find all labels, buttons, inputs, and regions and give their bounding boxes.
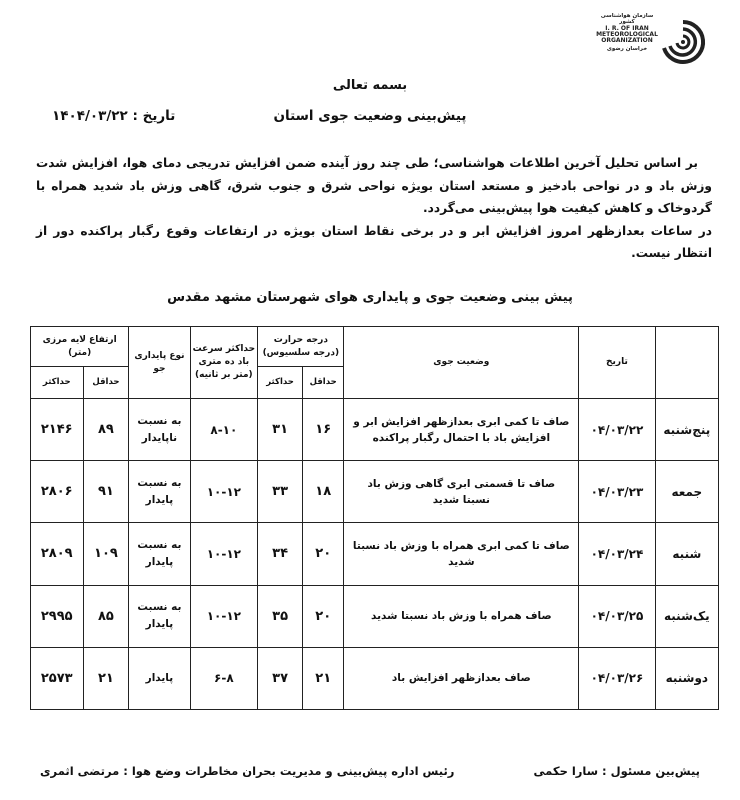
- logo-en-line2: METEOROLOGICAL: [596, 30, 658, 38]
- row-temp-max: ۳۷: [258, 647, 303, 709]
- row-weather: صاف بعدازظهر افزایش باد: [344, 647, 579, 709]
- row-temp-min: ۲۱: [302, 647, 343, 709]
- row-day: جمعه: [655, 461, 718, 523]
- row-day: پنج‌شنبه: [655, 399, 718, 461]
- row-temp-max: ۳۵: [258, 585, 303, 647]
- table-row: [31, 523, 719, 585]
- row-day: شنبه: [655, 523, 718, 585]
- row-day: یک‌شنبه: [655, 585, 718, 647]
- row-stability: به نسبت پایدار: [129, 585, 190, 647]
- row-temp-max: ۳۳: [258, 461, 303, 523]
- row-mix-max: ۲۵۷۳: [31, 647, 84, 709]
- row-mix-min: ۸۵: [83, 585, 129, 647]
- row-temp-min: ۲۰: [302, 523, 343, 585]
- paragraph-2: در ساعات بعدازظهر امروز افزایش ابر و در برخی نقاط استان بویژه در ارتفاعات وقوع رگبار پراکنده دور از انتظار نیست.: [36, 223, 712, 260]
- header-mix-min: حداقل: [83, 367, 129, 399]
- page-title: پیش‌بینی وضعیت جوی استان: [273, 108, 467, 124]
- header-weather: وضعیت جوی: [344, 327, 579, 399]
- forecast-table: [30, 326, 719, 710]
- row-date: ۰۴/۰۳/۲۴: [579, 523, 655, 585]
- logo-en-line1: I. R. OF IRAN: [605, 24, 649, 32]
- logo-swirl-icon: [658, 18, 708, 66]
- row-weather: صاف تا کمی ابری همراه با وزش باد نسبتا شدید: [344, 523, 579, 585]
- table-title: پیش بینی وضعیت جوی و پایداری هوای شهرستان مشهد مقدس: [167, 290, 573, 305]
- row-weather: صاف تا کمی ابری بعدازظهر افزایش ابر و افزایش باد با احتمال رگبار پراکنده: [344, 399, 579, 461]
- row-wind: ۱۰-۱۲: [190, 461, 258, 523]
- row-wind: ۶-۸: [190, 647, 258, 709]
- row-mix-min: ۸۹: [83, 399, 129, 461]
- meteorological-organization-logo: [594, 12, 714, 70]
- bismillah: بسمه تعالی: [332, 78, 408, 93]
- row-stability: به نسبت پایدار: [129, 523, 190, 585]
- header-temp-max: حداکثر: [258, 367, 303, 399]
- row-wind: ۱۰-۱۲: [190, 585, 258, 647]
- row-mix-max: ۲۱۴۶: [31, 399, 84, 461]
- header-mix-max: حداکثر: [31, 367, 84, 399]
- forecast-text: [36, 152, 712, 265]
- header-date: تاریخ: [579, 327, 655, 399]
- row-temp-min: ۲۰: [302, 585, 343, 647]
- row-date: ۰۴/۰۳/۲۵: [579, 585, 655, 647]
- head-signature: رئیس اداره پیش‌بینی و مدیریت بحران مخاطرات وضع هوا : مرتضی اثمری: [40, 764, 455, 778]
- header-temp: درجه حرارت (درجه سلسیوس): [258, 327, 344, 367]
- row-weather: صاف تا قسمتی ابری گاهی وزش باد نسبتا شدید: [344, 461, 579, 523]
- header-stability: نوع پایداری جو: [129, 327, 190, 399]
- date-label: تاریخ :: [132, 108, 176, 124]
- row-wind: ۱۰-۱۲: [190, 523, 258, 585]
- header-day: [655, 327, 718, 399]
- paragraph-1: بر اساس تحلیل آخرین اطلاعات هواشناسی؛ طی چند روز آینده ضمن افزایش تدریجی دمای هوا، افزایش شدت وزش باد و در نواحی بادخیز و مستعد استان بویژه نواحی شرق و جنوب شرق، گاهی وزش باد شدید همراه با گردوخاک و کاهش کیفیت هوا پیش‌بینی می‌گردد.: [36, 156, 712, 215]
- row-mix-min: ۱۰۹: [83, 523, 129, 585]
- table-row: [31, 399, 719, 461]
- table-row: [31, 647, 719, 709]
- row-day: دوشنبه: [655, 647, 718, 709]
- logo-en-line3: ORGANIZATION: [601, 37, 653, 45]
- date-value: ۱۴۰۴/۰۳/۲۲: [52, 108, 128, 124]
- row-mix-max: ۲۸۰۹: [31, 523, 84, 585]
- row-date: ۰۴/۰۳/۲۳: [579, 461, 655, 523]
- row-stability: پایدار: [129, 647, 190, 709]
- row-date: ۰۴/۰۳/۲۲: [579, 399, 655, 461]
- logo-text: [594, 14, 660, 53]
- header-temp-min: حداقل: [302, 367, 343, 399]
- issue-date: [52, 108, 175, 124]
- row-stability: به نسبت ناپایدار: [129, 399, 190, 461]
- row-temp-min: ۱۶: [302, 399, 343, 461]
- row-temp-max: ۳۴: [258, 523, 303, 585]
- row-stability: به نسبت پایدار: [129, 461, 190, 523]
- row-temp-max: ۳۱: [258, 399, 303, 461]
- forecaster-signature: پیش‌بین مسئول : سارا حکمی: [533, 764, 700, 778]
- row-mix-max: ۲۹۹۵: [31, 585, 84, 647]
- row-weather: صاف همراه با وزش باد نسبتا شدید: [344, 585, 579, 647]
- row-mix-max: ۲۸۰۶: [31, 461, 84, 523]
- table-row: [31, 585, 719, 647]
- row-mix-min: ۲۱: [83, 647, 129, 709]
- row-mix-min: ۹۱: [83, 461, 129, 523]
- header-wind: حداکثر سرعت باد ده متری (متر بر ثانیه): [190, 327, 258, 399]
- row-wind: ۸-۱۰: [190, 399, 258, 461]
- logo-fa-province: خراسان رضوی: [606, 46, 648, 53]
- table-row: [31, 461, 719, 523]
- logo-fa-name: سازمان هواشناسی کشور: [600, 13, 654, 25]
- row-date: ۰۴/۰۳/۲۶: [579, 647, 655, 709]
- header-mixing: ارتفاع لایه مرزی (متر): [31, 327, 129, 367]
- row-temp-min: ۱۸: [302, 461, 343, 523]
